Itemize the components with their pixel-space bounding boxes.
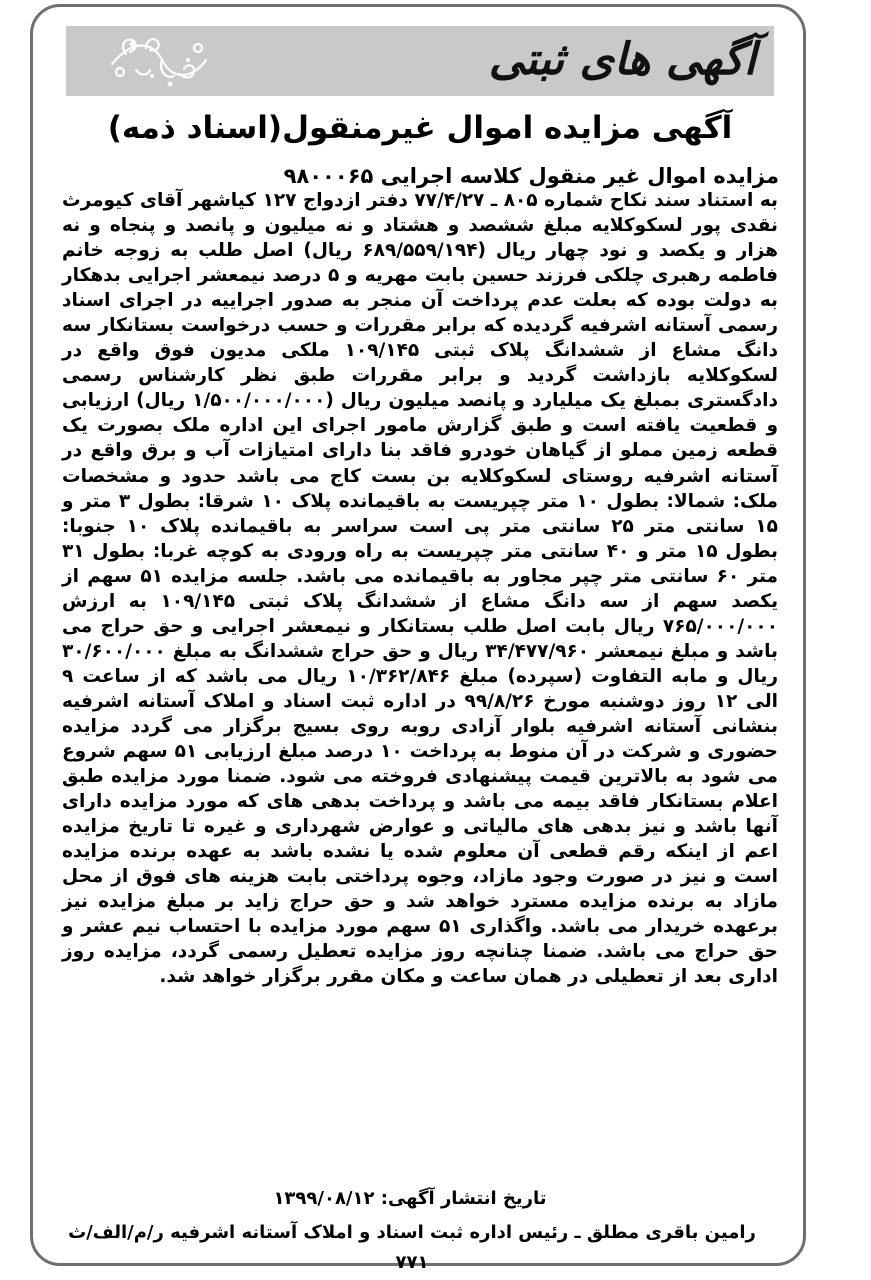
floral-ornament-icon (102, 30, 212, 94)
notice-body: به استناد سند نکاح شماره ۸۰۵ ـ ۷۷/۴/۲۷ دفتر ازدواج ۱۲۷ کیاشهر آقای کیومرث نقدی پور لسکوکلایه مبلغ ششصد و هشتاد و نه میلیون و پانصد و پنجاه و نه هزار و یکصد و نود چهار ریال (۶۸۹/۵۵۹/۱۹۴ ریال) اصل طلب به زوجه خانم فاطمه رهبری چلکی فرزند حسین بابت مهریه و ۵ درصد نیمعشر اجرایی بدهکار به دولت بوده که بعلت عدم پرداخت آن منجر به صدور اجراییه در اجرای اسناد رسمی آستانه اشرفیه گردیده که برابر مقررات و حسب درخواست بستانکار سه دانگ مشاع از ششدانگ پلاک ثبتی ۱۰۹/۱۴۵ ملکی مدیون فوق واقع در لسکوکلایه بازداشت گردید و برابر مقررات طبق نظر کارشناس رسمی دادگستری بمبلغ یک میلیارد و پانصد میلیون ریال (۱/۵۰۰/۰۰۰/۰۰۰ ریال) ارزیابی و قطعیت یافته است و طبق گزارش مامور اجرای این اداره ملک بصورت یک قطعه زمین مملو از گیاهان خودرو فاقد بنا دارای امتیازات آب و برق واقع در آستانه اشرفیه روستای لسکوکلایه بن بست کاج می باشد حدود و مشخصات ملک: شمالا: بطول ۱۰ متر چپریست به باقیمانده پلاک ۱۰ شرقا: بطول ۳ متر و ۱۵ سانتی متر ۲۵ سانتی متر پی است سراسر به باقیمانده پلاک ۱۰ جنوبا: بطول ۱۵ متر و ۴۰ سانتی متر چپریست به راه ورودی به کوچه غربا: بطول ۳۱ متر ۶۰ سانتی متر چپر مجاور به باقیمانده می باشد. جلسه مزایده ۵۱ سهم از یکصد سهم از سه دانگ مشاع از ششدانگ پلاک ثبتی ۱۰۹/۱۴۵ به ارزش ۷۶۵/۰۰۰/۰۰۰ ریال بابت اصل طلب بستانکار و نیمعشر اجرایی و حق حراج می باشد و مبلغ نیمعشر ۳۴/۴۷۷/۹۶۰ ریال و حق حراج ششدانگ به مبلغ ۳۰/۶۰۰/۰۰۰ ریال و مابه التفاوت (سپرده) مبلغ ۱۰/۳۶۲/۸۴۶ ریال می باشد که از ساعت ۹ الی ۱۲ روز دوشنبه مورخ ۹۹/۸/۲۶ در اداره ثبت اسناد و املاک آستانه اشرفیه بنشانی آستانه اشرفیه بلوار آزادی روبه روی بسیج برگزار می گردد مزایده حضوری و شرکت در آن منوط به پرداخت ۱۰ درصد مبلغ ارزیابی ۵۱ سهم شروع می شود به بالاترین قیمت پیشنهادی فروخته می شود. ضمنا مورد مزایده طبق اعلام بستانکار فاقد بیمه می باشد و پرداخت بدهی های که مورد مزایده دارای آنها باشد و نیز بدهی های مالیاتی و عوارض شهرداری و غیره تا تاریخ مزایده اعم از اینکه رقم قطعی آن معلوم شده یا نشده باشد به عهده برنده مزایده است و نیز در صورت وجود مازاد، وجوه پرداختی بابت هزینه های فوق از محل مازاد به برنده مزایده مسترد خواهد شد و حق حراج زاید بر مبلغ مزایده نیز برعهده خریدار می باشد. واگذاری ۵۱ سهم مورد مزایده با احتساب نیم عشر و حق حراج می باشد. ضمنا چنانچه روز مزایده تعطیل رسمی گردد، مزایده روز اداری بعد از تعطیلی در همان ساعت و مکان مقرر برگزار خواهد شد. (62, 190, 779, 988)
notice-title: آگهی مزایده اموال غیرمنقول(اسناد ذمه) (107, 110, 733, 146)
signature-line: رامین باقری مطلق ـ رئیس اداره ثبت اسناد و املاک آستانه اشرفیه ر/م/الف/ث ۷۷۱ (68, 1222, 756, 1273)
header-banner (66, 26, 774, 96)
notice-subtitle: مزایده اموال غیر منقول کلاسه اجرایی ۹۸۰۰۰۶۵ (283, 164, 779, 188)
publish-date: تاریخ انتشار آگهی: ۱۳۹۹/۰۸/۱۲ (273, 1188, 547, 1209)
banner-title: آگهی های ثبتی (488, 34, 756, 85)
